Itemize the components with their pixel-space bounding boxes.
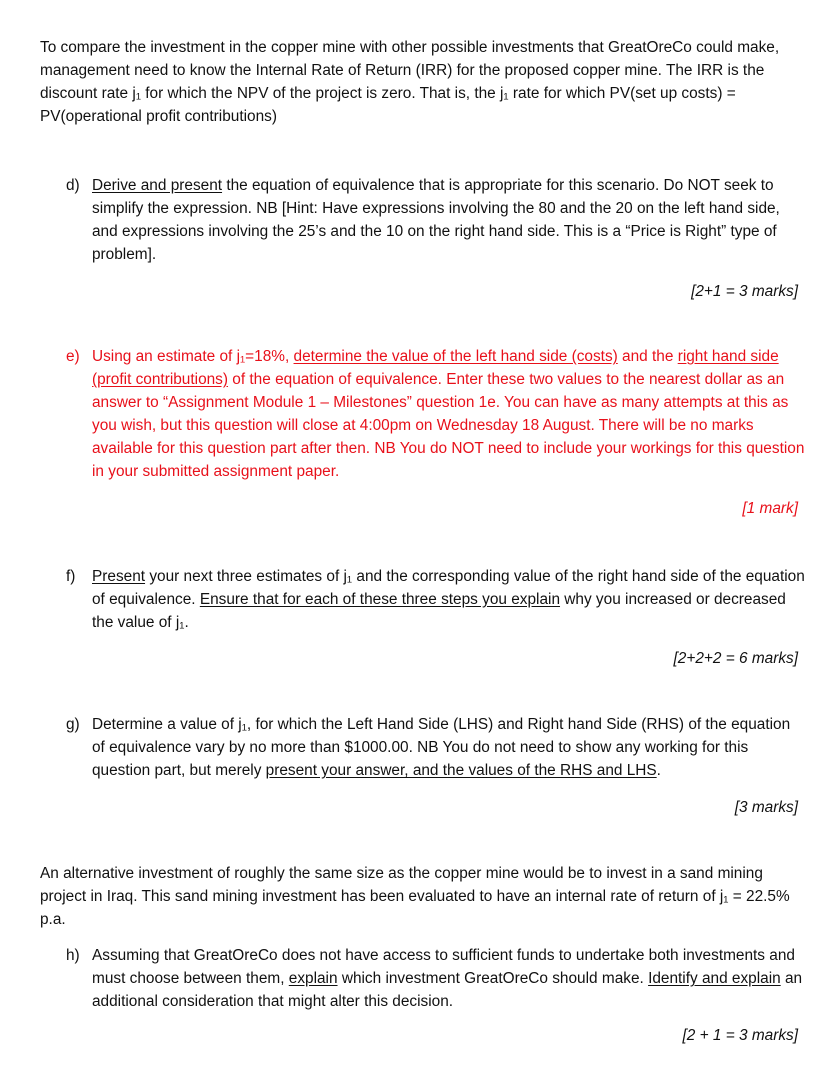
question-h-marks: [2 + 1 = 3 marks] xyxy=(682,1027,798,1044)
question-g-marks: [3 marks] xyxy=(734,799,798,816)
alternative-investment-paragraph xyxy=(40,862,800,931)
question-d-body xyxy=(92,174,806,266)
question-e-letter: e) xyxy=(66,348,80,365)
question-h-underline-2: Identify and explain xyxy=(648,970,781,987)
question-g-underline-1: present your answer, and the values of the RHS and LHS xyxy=(265,762,657,779)
question-f-underline-2: Ensure that for each of these three steps you explain xyxy=(199,591,561,608)
question-e-underline-2: right hand side (profit contributions) xyxy=(92,348,779,388)
question-f xyxy=(66,565,806,634)
question-e-text-3: of the equation of equivalence. Enter these two values to the nearest dollar as an answer to “Assignment Module 1 – Milestones” question 1e. You can have as many attempts at this as you wish, but this question will close at 4:00pm on Wednesday 18 August. There will be no marks available for this question part after then. NB You do NOT need to include your workings for this question in your submitted assignment paper. xyxy=(92,371,805,480)
question-g-body xyxy=(92,713,806,782)
question-g-text-2: . xyxy=(656,762,661,779)
intro-text: To compare the investment in the copper mine with other possible investments that GreatOreCo could make, management need to know the Internal Rate of Return (IRR) for the proposed copper mine. The IRR is the discount rate j₁ for which the NPV of the project is zero. That is, the j₁ rate for which PV(set up costs) = PV(operational profit contributions) xyxy=(40,39,780,125)
intro-paragraph xyxy=(40,36,800,128)
question-e-text-1: Using an estimate of j₁=18%, xyxy=(92,348,294,365)
question-d-underline-1: Derive and present xyxy=(92,177,223,194)
question-h-text-3: an additional consideration that might alter this decision. xyxy=(92,970,803,1010)
question-h-body xyxy=(92,944,806,1013)
question-h-text-1: Assuming that GreatOreCo does not have access to sufficient funds to undertake both investments and must choose between them, xyxy=(92,947,795,987)
question-d-text-1: the equation of equivalence that is appropriate for this scenario. Do NOT seek to simplify the expression. NB [Hint: Have expressions involving the 80 and the 20 on the left hand side, and expressions involving the 25’s and the 10 on the right hand side. This is a “Price is Right” type of problem]. xyxy=(92,177,780,263)
question-f-letter: f) xyxy=(66,568,76,585)
question-h-underline-1: explain xyxy=(288,970,338,987)
question-f-marks: [2+2+2 = 6 marks] xyxy=(673,650,798,667)
question-f-underline-1: Present xyxy=(92,568,146,585)
question-e-text-2: and the xyxy=(617,348,678,365)
question-f-text-2: why you increased or decreased the value of j₁. xyxy=(92,591,786,631)
question-f-body xyxy=(92,565,806,634)
question-e-body xyxy=(92,345,806,483)
question-h-letter: h) xyxy=(66,947,80,964)
question-e xyxy=(66,345,806,483)
question-g-letter: g) xyxy=(66,716,80,733)
question-d-marks: [2+1 = 3 marks] xyxy=(691,283,798,300)
question-d xyxy=(66,174,806,266)
question-g xyxy=(66,713,806,782)
question-e-underline-1: determine the value of the left hand side (costs) xyxy=(293,348,618,365)
question-f-text-1: your next three estimates of j₁ and the corresponding value of the right hand side of the equation of equivalence. xyxy=(92,568,805,608)
question-h-text-2: which investment GreatOreCo should make. xyxy=(337,970,649,987)
question-e-marks: [1 mark] xyxy=(742,500,798,517)
alternative-investment-text: An alternative investment of roughly the same size as the copper mine would be to invest in a sand mining project in Iraq. This sand mining investment has been evaluated to have an internal rate of return of j₁ = 22.5% p.a. xyxy=(40,865,790,928)
question-d-letter: d) xyxy=(66,177,80,194)
question-g-text-1: Determine a value of j₁, for which the Left Hand Side (LHS) and Right hand Side (RHS) of the equation of equivalence vary by no more than $1000.00. NB You do not need to show any working for this question part, but merely xyxy=(92,716,791,779)
question-h xyxy=(66,944,806,1013)
